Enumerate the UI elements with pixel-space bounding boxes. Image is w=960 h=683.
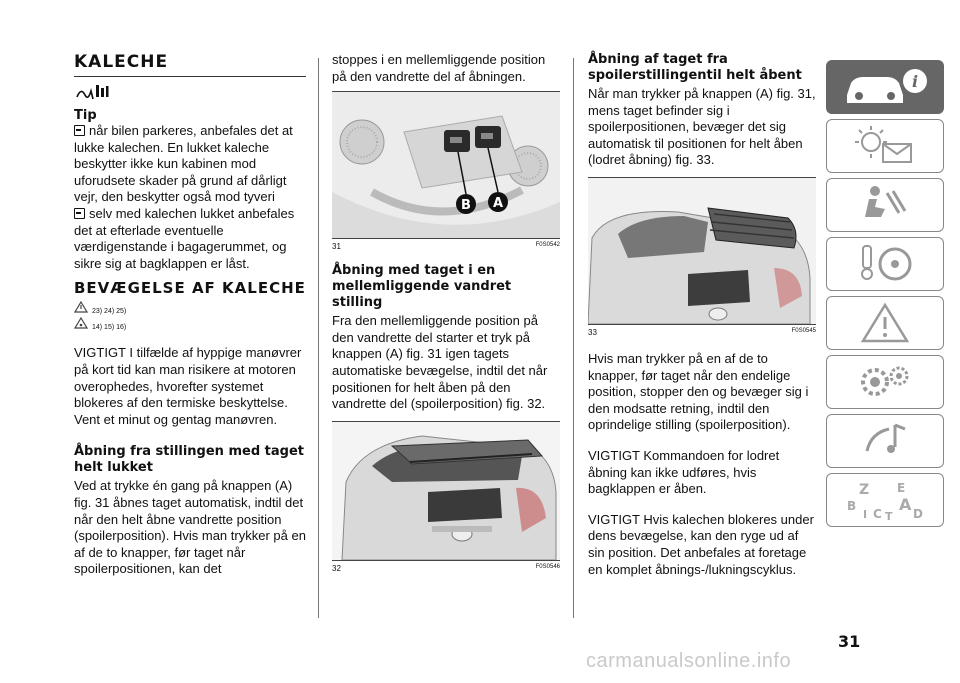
tab-index[interactable]: [826, 473, 944, 527]
figure-32-caption: [332, 564, 560, 573]
index-letter: A: [899, 495, 912, 514]
column-1: [74, 52, 306, 578]
section-heading: KALECHE: [74, 52, 169, 72]
tab-maintenance[interactable]: [826, 355, 944, 409]
tip-paragraph-2: selv med kalechen lukket anbefales det at efterlade eventuelle værdigenstande i bagagerummet, og sikre sig at bagklappen er låst.: [74, 205, 295, 271]
sub-heading: Åbning med taget i en mellemliggende vandret stilling: [332, 263, 512, 311]
watermark: carmanualsonline.info: [586, 650, 792, 672]
index-letter: Z: [859, 482, 870, 498]
tab-warning-lights[interactable]: [826, 119, 944, 173]
figure-33: [588, 177, 816, 325]
sub-heading: Åbning af taget fra spoilerstillingentil helt åbent: [588, 52, 802, 83]
page-number: 31: [838, 632, 861, 651]
multimedia-icon: [837, 419, 933, 463]
tip-title: Tip: [74, 108, 97, 123]
figure-32: [332, 421, 560, 561]
body-paragraph: stoppes i en mellemliggende position på den vandrette del af åbningen.: [332, 52, 546, 84]
index-letter: C: [873, 507, 882, 521]
roof-console-illustration: [332, 92, 560, 238]
figure-number: 31: [332, 242, 341, 252]
index-letter: T: [885, 510, 893, 522]
index-letter: I: [863, 508, 868, 521]
key-steering-icon: [837, 242, 933, 286]
maintenance-gears-icon: [837, 360, 933, 404]
callout-b: B: [461, 198, 471, 214]
column-2: [332, 52, 560, 573]
figure-33-caption: [588, 328, 816, 337]
warning-paragraph: VIGTIGT I tilfælde af hyppige manøvrer på kort tid kan man risikere at motoren overophedes, hvorefter systemet blokeres af den termiske beskyttelse. Vent et minut og gentag manøvren.: [74, 345, 302, 427]
tab-car-info[interactable]: [826, 60, 944, 114]
figure-number: 33: [588, 327, 597, 337]
figure-code: F0S0542: [535, 242, 560, 249]
index-letter: D: [913, 507, 923, 521]
bullet-icon: [74, 125, 85, 136]
figure-number: 32: [332, 563, 341, 573]
tab-safety[interactable]: [826, 178, 944, 232]
car-spoiler-illustration: [332, 422, 560, 560]
body-paragraph: Fra den mellemliggende position på den vandrette del starter et tryk på knappen (A) fig. 31 igen tagets automatiske bevægelse, indtil det når positionen for helt åben på den vandrette del (spoilerposition) fig. 32.: [332, 313, 548, 412]
caution-refs: 14) 15) 16): [74, 317, 306, 331]
car-open-roof-illustration: [588, 178, 816, 324]
tip-icon: [74, 83, 306, 106]
column-divider: [573, 58, 574, 618]
seat-airbag-icon: [837, 183, 933, 227]
tab-starting-driving[interactable]: [826, 237, 944, 291]
figure-31-caption: [332, 242, 560, 251]
caution-hand-icon: [74, 317, 88, 331]
callout-a: A: [492, 196, 504, 212]
index-letter: E: [897, 481, 906, 495]
index-letters-icon: [837, 478, 933, 522]
figure-code: F0S0545: [791, 327, 816, 334]
chapter-tabs: [826, 60, 944, 532]
figure-31: [332, 91, 560, 239]
section-heading-2: BEVÆGELSE AF KALECHE: [74, 279, 306, 298]
heading-rule: [74, 76, 306, 77]
warning-triangle-icon: [74, 301, 88, 315]
tab-emergency[interactable]: [826, 296, 944, 350]
road-warning-icon: [837, 301, 933, 345]
note-paragraph: VIGTIGT Kommandoen for lodret åbning kan ikke udføres, hvis bagklappen er åben.: [588, 447, 780, 497]
body-paragraph: Ved at trykke én gang på knappen (A) fig. 31 åbnes taget automatisk, indtil det når den helt åbne vandrette position (spoilerposition). Hvis man trykker på en af de to knapper, før taget når spoilerpositionen, kan det: [74, 478, 306, 577]
index-letter: B: [847, 499, 857, 513]
body-paragraph: Når man trykker på knappen (A) fig. 31, mens taget befinder sig i spoilerpositionen, bevæger det sig automatisk til positionen for helt åben (lodret åbning) fig. 33.: [588, 86, 816, 168]
sub-heading: Åbning fra stillingen med taget helt lukket: [74, 444, 304, 476]
tab-multimedia[interactable]: [826, 414, 944, 468]
svg-text:i: i: [911, 72, 919, 91]
column-divider: [318, 58, 319, 618]
bullet-icon: [74, 208, 85, 219]
warning-refs: 23) 24) 25): [74, 301, 306, 315]
tip-paragraph-1: når bilen parkeres, anbefales det at lukke kalechen. En lukket kaleche beskytter ikke kun kabinen mod uforudsete skader på grund af dårligt vejr, den beskytter også mod tyveri: [74, 123, 293, 205]
column-3: [588, 52, 816, 578]
figure-code: F0S0546: [535, 563, 560, 570]
car-info-icon: [837, 65, 933, 109]
warning-lights-icon: [837, 124, 933, 168]
body-paragraph: Hvis man trykker på en af de to knapper, før taget når den endelige position, stopper den og bevæger sig i den modsatte retning, indtil den oprindelige stilling (spoilerposition).: [588, 350, 809, 433]
note-paragraph: VIGTIGT Hvis kalechen blokeres under dens bevægelse, kan den ryge ud af sin position. Det anbefales at foretage en komplet åbnings-/lukningscyklus.: [588, 511, 814, 577]
